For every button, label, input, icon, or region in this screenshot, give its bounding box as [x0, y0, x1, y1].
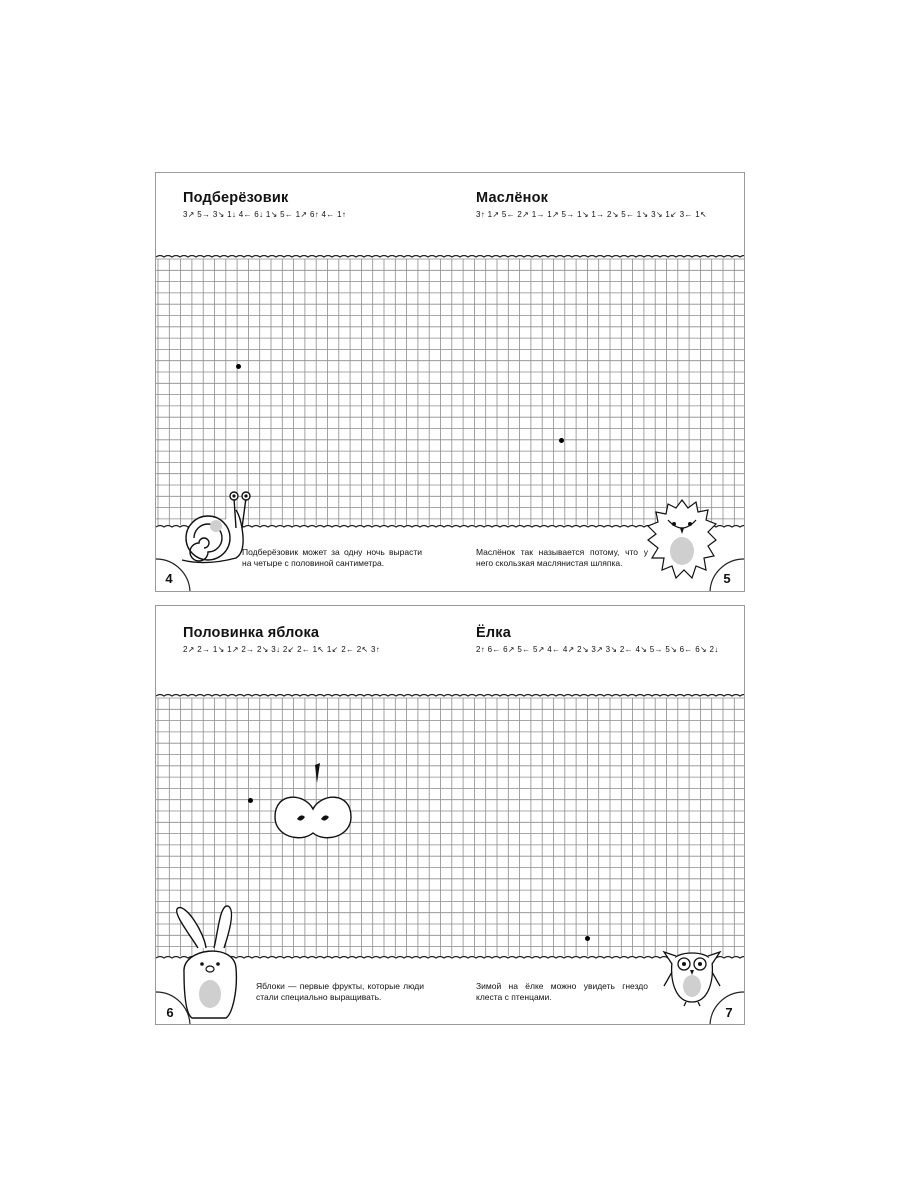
rabbit-icon [170, 902, 245, 1022]
page-7-fact: Зимой на ёлке можно увидеть гнездо клеста с птенцами. [476, 981, 648, 1002]
page-6-direction-code: 2↗ 2→ 1↘ 1↗ 2→ 2↘ 3↓ 2↙ 2← 1↖ 1↙ 2← 2↖ 3↑ [183, 645, 381, 654]
page-5-direction-code: 3↑ 1↗ 5← 2↗ 1→ 1↗ 5→ 1↘ 1→ 2↘ 5← 1↘ 3↘ 1↙ 3← 1↖ [476, 210, 707, 219]
hedgehog-icon [646, 496, 718, 581]
start-dot-page-6 [248, 798, 253, 803]
start-dot-page-4 [236, 364, 241, 369]
page-number-6: 6 [166, 1005, 174, 1020]
page-number-7: 7 [725, 1005, 733, 1020]
page-4-direction-code: 3↗ 5→ 3↘ 1↓ 4← 6↓ 1↘ 5← 1↗ 6↑ 4← 1↑ [183, 210, 347, 219]
page-7-title: Ёлка [476, 625, 512, 641]
owl-icon [662, 942, 722, 1007]
workbook-spread-pages-4-5 [155, 172, 745, 592]
page-6-fact: Яблоки — первые фрукты, которые люди стали специально выращивать. [256, 981, 424, 1002]
apple-half-sample-icon [271, 761, 356, 841]
page-4-title: Подберёзовик [183, 190, 289, 206]
start-dot-page-5 [559, 438, 564, 443]
page-number-4: 4 [165, 571, 173, 586]
page-6-title: Половинка яблока [183, 625, 320, 641]
page-number-5: 5 [723, 571, 731, 586]
page-4-fact: Подберёзовик может за одну ночь вырасти на четыре с половиной сантиметра. [242, 547, 422, 568]
page-5-fact: Маслёнок так называется потому, что у него скользкая маслянистая шляпка. [476, 547, 648, 568]
page-7-direction-code: 2↑ 6← 6↗ 5← 5↗ 4← 4↗ 2↘ 3↗ 3↘ 2← 4↘ 5→ 5↘ 6← 6↘ 2↓ [476, 645, 719, 654]
page-5-title: Маслёнок [476, 190, 549, 206]
snail-icon [176, 488, 251, 568]
start-dot-page-7 [585, 936, 590, 941]
workbook-spread-pages-6-7 [155, 605, 745, 1025]
